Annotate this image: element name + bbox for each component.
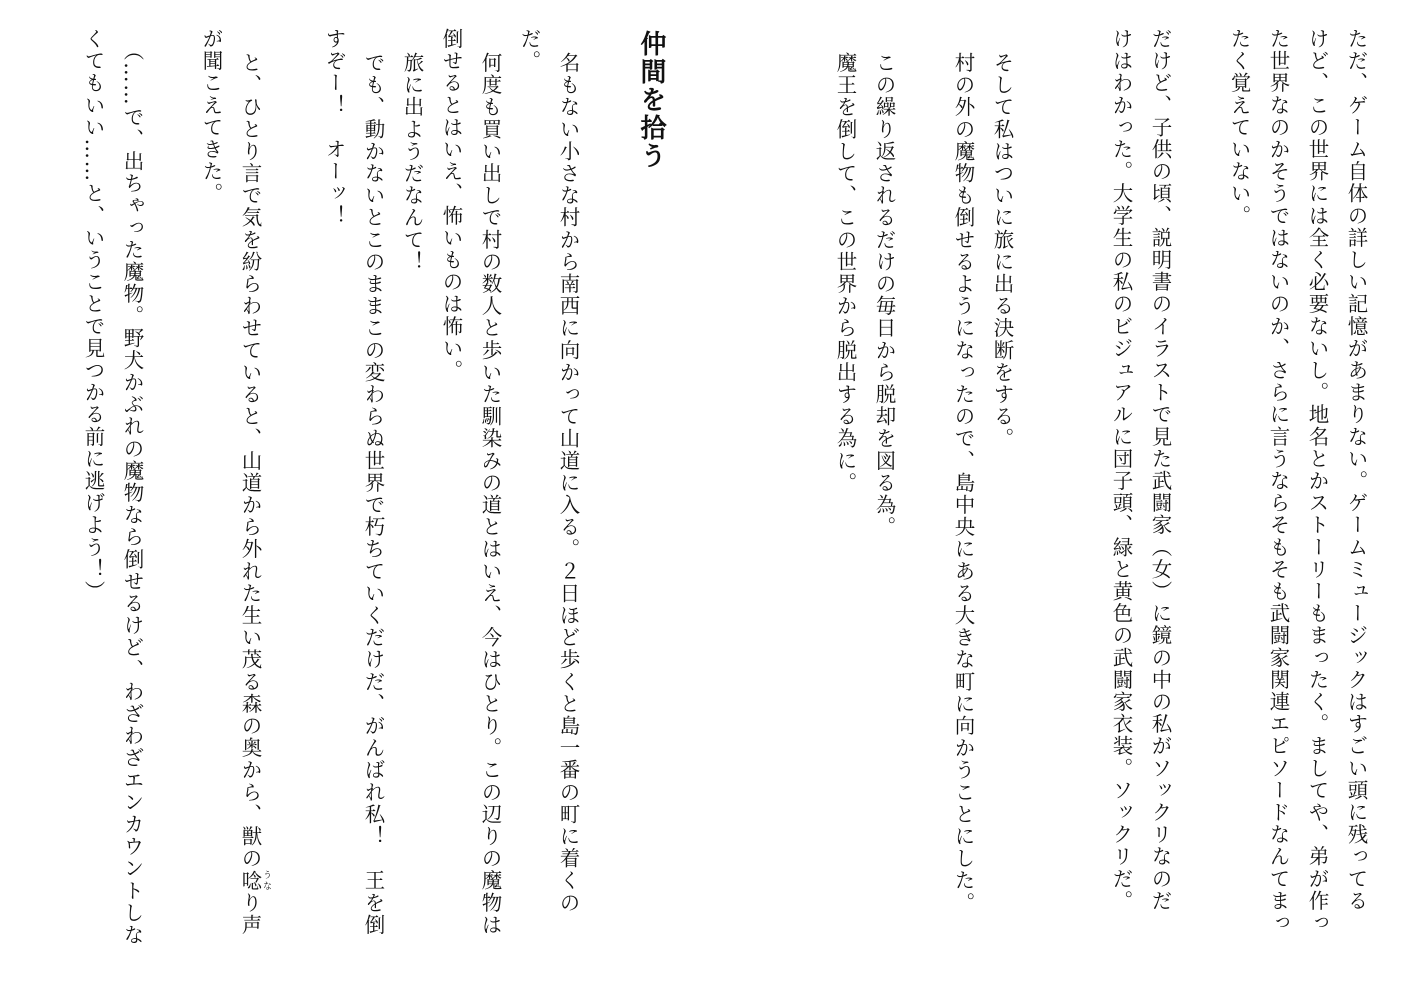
text-line: けはわかった。大学生の私のビジュアルに団子頭、緑と黄色の武闘家衣装。ソックリだ。 (1109, 28, 1133, 912)
text-line: 魔王を倒して、この世界から脱出する為に。 (833, 52, 857, 494)
text-line: 名もない小さな村から南西に向かって山道に入る。２日ほど歩くと島一番の町に着くの (556, 52, 580, 914)
text-line: 村の外の魔物も倒せるようになったので、島中央にある大きな町に向かうことにした。 (951, 52, 975, 914)
text-line: たく覚えていない。 (1227, 28, 1251, 227)
text-line: くてもいい……と、いうことで見つかる前に逃げよう！） (81, 28, 105, 603)
text-line: と、ひとり言で気を紛らわせていると、山道から外れた生い茂る森の奥から、獣の唸 うなり声 (238, 52, 271, 937)
text-line: 何度も買い出しで村の数人と歩いた馴染みの道とはいえ、今はひとり。この辺りの魔物は (478, 52, 502, 936)
text-line: た世界なのかそうではないのか、さらに言うならそもそも武闘家関連エピソードなんてまっ (1266, 28, 1290, 935)
text-line: 倒せるとはいえ、怖いものは怖い。 (439, 28, 463, 382)
text-line: でも、動かないとこのままこの変わらぬ世界で朽ちていくだけだ、がんばれ私！ 王を倒 (361, 52, 385, 936)
text-line: だ。 (517, 28, 541, 73)
text-line: 旅に出ようだなんて！ (400, 52, 424, 273)
text-line: すぞー！ オーッ！ (322, 28, 346, 227)
section-heading: 仲間を拾う (636, 30, 666, 170)
text-line: この繰り返されるだけの毎日から脱却を図る為。 (872, 52, 896, 539)
text-line: （……で、出ちゃった魔物。野犬かぶれの魔物なら倒せるけど、わざわざエンカウントしな (120, 40, 144, 947)
text-line: けど、この世界には全く必要ないし。地名とかストーリーもまったく。ましてや、弟が作っ (1305, 28, 1329, 935)
text-line: ただ、ゲーム自体の詳しい記憶があまりない。ゲームミュージックはすごい頭に残ってる (1344, 28, 1368, 912)
text-line: が聞こえてきた。 (199, 28, 223, 205)
text-line: そして私はついに旅に出る決断をする。 (990, 52, 1014, 450)
text-line: だけど、子供の頃、説明書のイラストで見た武闘家（女）に鏡の中の私がソックリなのだ (1148, 28, 1172, 912)
